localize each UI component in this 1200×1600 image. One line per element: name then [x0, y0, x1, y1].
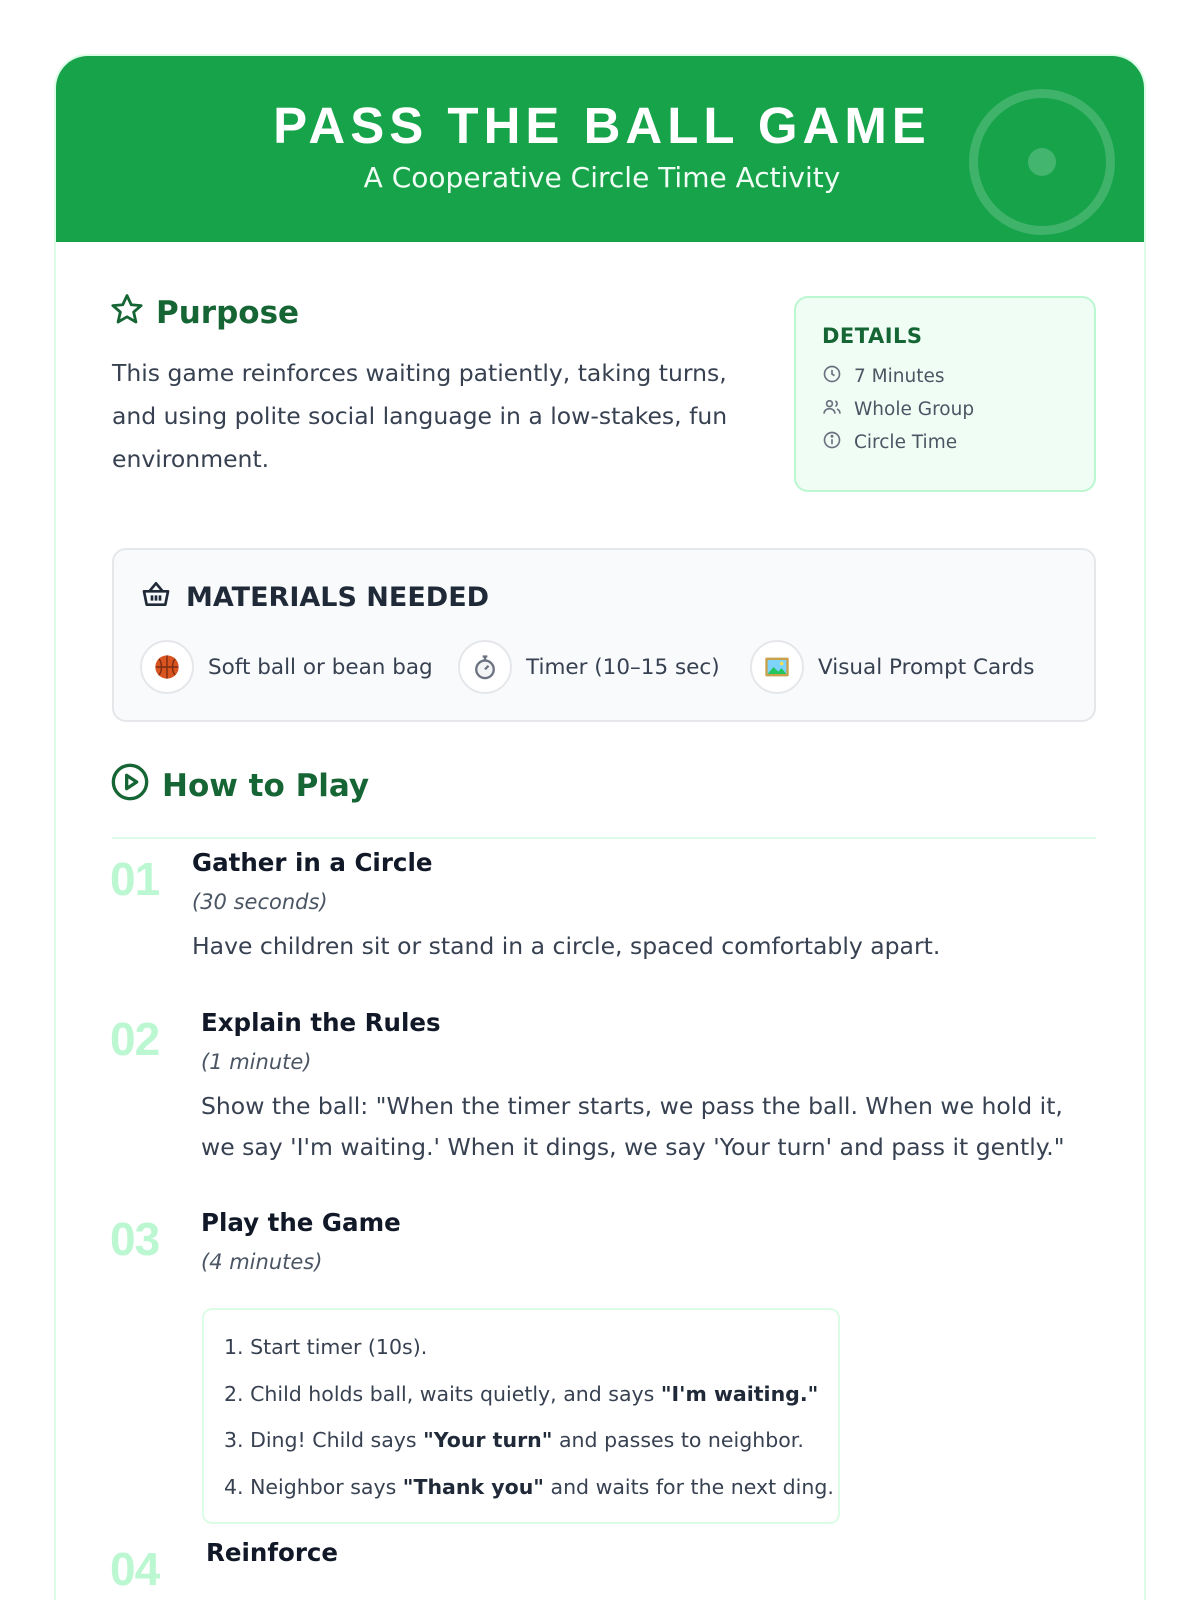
material-item-ball	[140, 640, 433, 694]
section-divider	[112, 837, 1096, 839]
game-step-line	[224, 1324, 838, 1371]
material-item-timer	[458, 640, 720, 694]
detail-group	[822, 393, 1068, 426]
header-banner	[56, 56, 1146, 242]
line-bold: "I'm waiting."	[660, 1381, 819, 1406]
purpose-text: This game reinforces waiting patiently, taking turns, and using polite social language in a low-stakes, fun environment.	[112, 359, 728, 473]
step-number-3: 03	[110, 1213, 160, 1265]
picture-icon	[750, 640, 804, 694]
details-panel	[794, 296, 1096, 492]
detail-duration	[822, 360, 1068, 393]
line-text: 1. Start timer (10s).	[224, 1335, 428, 1359]
line-text: 2. Child holds ball, waits quietly, and says	[224, 1381, 661, 1406]
step-number-1: 01	[110, 853, 160, 905]
step-description-1: Have children sit or stand in a circle, spaced comfortably apart.	[192, 932, 941, 960]
game-step-line	[224, 1371, 838, 1418]
star-icon	[110, 292, 144, 334]
line-text: 3. Ding! Child says	[224, 1428, 424, 1452]
howto-heading	[110, 762, 369, 810]
step-description-2: Show the ball: "When the timer starts, we pass the ball. When we hold it, we say 'I'm waiting.' When it dings, we say 'Your turn' and pass it gently."	[201, 1092, 1065, 1161]
users-icon	[822, 397, 842, 422]
materials-heading	[140, 578, 489, 617]
clock-icon	[822, 364, 842, 389]
basket-icon	[140, 578, 172, 617]
detail-setting-label: Circle Time	[854, 432, 958, 453]
detail-setting	[822, 426, 1068, 459]
info-icon	[822, 430, 842, 455]
game-step-line	[224, 1417, 838, 1464]
materials-panel	[112, 548, 1096, 722]
ball-icon	[140, 640, 194, 694]
line-text-after: and passes to neighbor.	[552, 1428, 804, 1452]
step-duration-1: (30 seconds)	[192, 890, 328, 914]
line-text-after: and waits for the next ding.	[543, 1474, 834, 1499]
howto-title: How to Play	[162, 768, 370, 804]
material-label-cards: Visual Prompt Cards	[818, 654, 1035, 680]
step-title-4: Reinforce	[206, 1538, 339, 1567]
material-label-timer: Timer (10–15 sec)	[526, 654, 720, 680]
step-number-2: 02	[110, 1013, 160, 1065]
materials-title: MATERIALS NEEDED	[186, 582, 490, 613]
step-duration-2: (1 minute)	[201, 1050, 312, 1074]
line-bold: "Thank you"	[402, 1474, 544, 1499]
material-item-cards	[750, 640, 1034, 694]
purpose-heading	[110, 292, 299, 334]
material-label-ball: Soft ball or bean bag	[208, 654, 433, 680]
step-number-4: 04	[110, 1543, 160, 1595]
purpose-title: Purpose	[156, 295, 300, 331]
game-step-line	[224, 1464, 838, 1511]
game-steps-box	[202, 1308, 840, 1524]
step-title-3: Play the Game	[201, 1208, 401, 1237]
page-title: PASS THE BALL GAME	[273, 97, 931, 154]
activity-card	[54, 54, 1146, 1600]
play-circle-icon	[110, 762, 150, 810]
step-title-1: Gather in a Circle	[192, 848, 433, 877]
page-subtitle: A Cooperative Circle Time Activity	[363, 161, 841, 194]
detail-group-label: Whole Group	[854, 399, 975, 420]
stopwatch-icon	[458, 640, 512, 694]
detail-duration-label: 7 Minutes	[854, 366, 945, 387]
details-title: DETAILS	[822, 324, 923, 348]
step-title-2: Explain the Rules	[201, 1008, 441, 1037]
line-bold: "Your turn"	[423, 1428, 553, 1452]
line-text: 4. Neighbor says	[224, 1474, 403, 1499]
step-duration-3: (4 minutes)	[201, 1250, 323, 1274]
